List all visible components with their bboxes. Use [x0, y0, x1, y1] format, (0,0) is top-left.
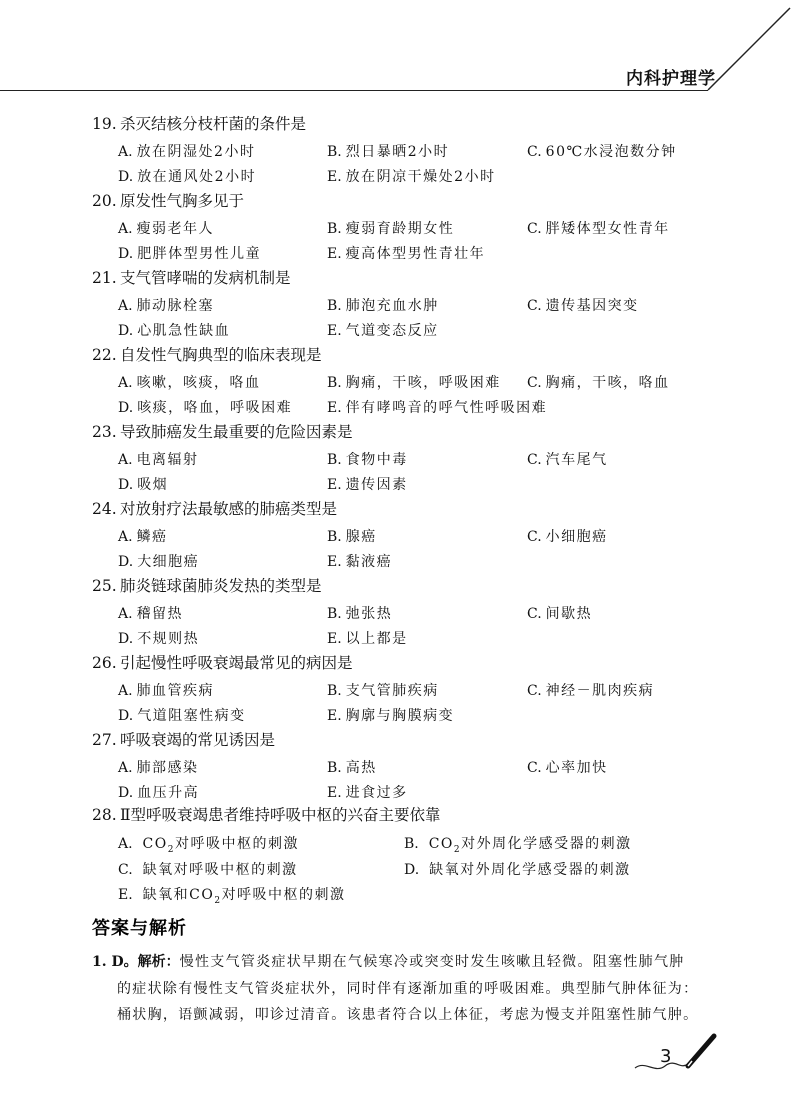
option-letter: B.: [327, 298, 342, 314]
subscript: 2: [167, 844, 175, 855]
option-letter: A.: [118, 683, 133, 699]
option-d: [118, 705, 246, 725]
option-text: 汽车尾气: [545, 452, 608, 468]
answer-lead: 1. D。解析：: [92, 954, 180, 970]
option-letter: A.: [118, 144, 133, 160]
option-text: 肥胖体型男性儿童: [137, 246, 262, 262]
option-text: 电离辐射: [136, 452, 199, 468]
option-text: 气道变态反应: [345, 323, 439, 339]
option-text: 不规则热: [137, 631, 200, 647]
option-text: 60℃水浸泡数分钟: [545, 144, 677, 160]
option-c: [527, 218, 670, 238]
option-letter: C.: [527, 606, 542, 622]
option-letter: A.: [118, 452, 133, 468]
option-letter: B.: [327, 375, 342, 391]
question-stem: 支气管哮喘的发病机制是: [120, 269, 291, 287]
option-letter: B.: [327, 452, 342, 468]
question-stem: 肺炎链球菌肺炎发热的类型是: [120, 577, 322, 595]
option-c: [527, 295, 639, 315]
option-letter: E.: [327, 323, 342, 339]
question-27: [92, 728, 275, 750]
answer-line-1: [92, 951, 685, 971]
option-letter: D.: [118, 169, 134, 185]
option-d: [118, 166, 256, 186]
option-text: 缺氧对呼吸中枢的刺激: [142, 862, 298, 878]
option-c: [118, 859, 298, 879]
option-text: 支气管肺疾病: [345, 683, 439, 699]
option-text: 胸痛，干咳，咯血: [545, 375, 670, 391]
question-26: [92, 651, 353, 673]
option-letter: B.: [327, 606, 342, 622]
answer-line-3: 桶状胸，语颤减弱，叩诊过清音。该患者符合以上体征，考虑为慢支并阻塞性肺气肿。: [117, 1007, 699, 1023]
option-letter: A.: [118, 298, 133, 314]
option-text: 大细胞癌: [137, 554, 200, 570]
option-text: 以上都是: [345, 631, 408, 647]
option-d: [118, 243, 261, 263]
question-22: [92, 343, 322, 365]
option-text: 肺动脉栓塞: [136, 298, 215, 314]
option-text-post: 对外周化学感受器的刺激: [461, 836, 632, 852]
option-a: [118, 449, 199, 469]
option-a: [118, 372, 261, 392]
question-stem: 杀灭结核分枝杆菌的条件是: [120, 115, 307, 133]
option-letter: D.: [118, 400, 134, 416]
question-stem: 引起慢性呼吸衰竭最常见的病因是: [120, 654, 353, 672]
header-rule: [0, 90, 708, 91]
option-text: 神经－肌肉疾病: [545, 683, 655, 699]
option-letter: B.: [327, 683, 342, 699]
pen-icon: [630, 1030, 720, 1080]
option-letter: E.: [327, 785, 342, 801]
option-text: 黏液癌: [345, 554, 393, 570]
option-b: [327, 680, 439, 700]
option-letter: C.: [527, 529, 542, 545]
option-text-pre: 缺氧和CO: [142, 887, 215, 903]
question-stem: 导致肺癌发生最重要的危险因素是: [120, 423, 353, 441]
option-text: 咳嗽，咳痰，咯血: [136, 375, 261, 391]
option-text: 放在通风处2小时: [137, 169, 257, 185]
option-letter: B.: [404, 836, 419, 852]
option-letter: E.: [327, 477, 342, 493]
option-text: 肺泡充血水肿: [345, 298, 439, 314]
question-24: [92, 497, 337, 519]
option-text-pre: CO: [428, 836, 454, 852]
option-text-pre: CO: [142, 836, 168, 852]
question-stem: Ⅱ型呼吸衰竭患者维持呼吸中枢的兴奋主要依靠: [120, 806, 441, 824]
option-letter: E.: [118, 887, 133, 903]
question-19: [92, 112, 306, 134]
question-25: [92, 574, 322, 596]
option-letter: A.: [118, 529, 133, 545]
option-letter: A.: [118, 606, 133, 622]
option-e: [327, 782, 408, 802]
option-letter: D.: [404, 862, 420, 878]
option-letter: B.: [327, 144, 342, 160]
question-number: 22.: [92, 346, 117, 364]
option-text: 心肌急性缺血: [137, 323, 231, 339]
answers-heading: 答案与解析: [92, 918, 187, 939]
question-23: [92, 420, 353, 442]
option-letter: E.: [327, 169, 342, 185]
option-letter: B.: [327, 760, 342, 776]
option-b: [327, 449, 408, 469]
option-text: 瘦弱老年人: [136, 221, 215, 237]
option-b: [404, 833, 632, 855]
option-text: 肺部感染: [136, 760, 199, 776]
option-e: [327, 705, 454, 725]
option-text: 食物中毒: [345, 452, 408, 468]
option-letter: D.: [118, 785, 134, 801]
option-text: 遗传因素: [345, 477, 408, 493]
option-d: [118, 320, 230, 340]
page-number: 3: [660, 1046, 672, 1067]
option-letter: A.: [118, 836, 133, 852]
option-text-post: 对呼吸中枢的刺激: [221, 887, 346, 903]
subscript: 2: [214, 895, 222, 906]
question-21: [92, 266, 291, 288]
option-letter: D.: [118, 631, 134, 647]
option-e: [327, 551, 392, 571]
option-letter: C.: [118, 862, 133, 878]
question-20: [92, 189, 244, 211]
option-a: [118, 833, 299, 855]
option-d: [118, 397, 292, 417]
option-letter: D.: [118, 708, 134, 724]
option-b: [327, 295, 439, 315]
option-a: [118, 141, 255, 161]
option-c: [527, 449, 608, 469]
question-stem: 呼吸衰竭的常见诱因是: [120, 731, 276, 749]
subscript: 2: [453, 844, 462, 855]
option-text: 小细胞癌: [545, 529, 608, 545]
option-text: 咳痰，咯血，呼吸困难: [137, 400, 293, 416]
option-text: 腺癌: [345, 529, 377, 545]
option-letter: A.: [118, 221, 133, 237]
option-text: 遗传基因突变: [545, 298, 639, 314]
option-letter: D.: [118, 554, 134, 570]
option-text: 瘦高体型男性青壮年: [345, 246, 486, 262]
question-number: 20.: [92, 192, 117, 210]
option-c: [527, 757, 608, 777]
option-text: 瘦弱育龄期女性: [345, 221, 455, 237]
option-e: [327, 628, 408, 648]
option-text: 肺血管疾病: [136, 683, 215, 699]
option-c: [527, 603, 592, 623]
option-letter: C.: [527, 452, 542, 468]
option-letter: B.: [327, 221, 342, 237]
option-text: 鳞癌: [136, 529, 168, 545]
option-a: [118, 526, 168, 546]
option-text: 心率加快: [545, 760, 608, 776]
option-d: [118, 782, 199, 802]
option-c: [527, 141, 677, 161]
option-letter: A.: [118, 760, 133, 776]
option-a: [118, 680, 214, 700]
question-number: 21.: [92, 269, 117, 287]
option-letter: D.: [118, 246, 134, 262]
option-text: 吸烟: [137, 477, 169, 493]
option-text: 间歇热: [545, 606, 593, 622]
option-d: [118, 628, 199, 648]
option-text: 伴有哮鸣音的呼气性呼吸困难: [345, 400, 548, 416]
question-number: 23.: [92, 423, 117, 441]
header-title: 内科护理学: [626, 69, 716, 89]
question-number: 28.: [92, 806, 117, 824]
question-stem: 原发性气胸多见于: [120, 192, 245, 210]
option-a: [118, 757, 199, 777]
question-number: 24.: [92, 500, 117, 518]
option-text: 气道阻塞性病变: [137, 708, 246, 724]
option-b: [327, 372, 501, 392]
option-e: [327, 474, 408, 494]
option-letter: D.: [118, 477, 134, 493]
option-text: 血压升高: [137, 785, 200, 801]
option-b: [327, 141, 449, 161]
option-letter: E.: [327, 400, 342, 416]
option-letter: C.: [527, 298, 542, 314]
option-c: [527, 526, 608, 546]
option-text: 放在阴湿处2小时: [136, 144, 256, 160]
option-text: 缺氧对外周化学感受器的刺激: [429, 862, 631, 878]
option-text: 弛张热: [345, 606, 393, 622]
option-b: [327, 757, 377, 777]
option-text: 胸廓与胸膜病变: [345, 708, 455, 724]
option-text: 胖矮体型女性青年: [545, 221, 670, 237]
option-letter: C.: [527, 221, 542, 237]
option-b: [327, 218, 454, 238]
question-number: 27.: [92, 731, 117, 749]
option-e: [118, 884, 346, 906]
option-a: [118, 218, 214, 238]
option-e: [327, 397, 547, 417]
option-b: [327, 603, 392, 623]
option-text: 放在阴凉干燥处2小时: [345, 169, 496, 185]
option-a: [118, 295, 214, 315]
option-letter: C.: [527, 375, 542, 391]
question-number: 19.: [92, 115, 117, 133]
answer-line-2: 的症状除有慢性支气管炎症状外，同时伴有逐渐加重的呼吸困难。典型肺气肿体征为：: [117, 981, 699, 997]
option-text: 烈日暴晒2小时: [345, 144, 450, 160]
option-letter: C.: [527, 144, 542, 160]
question-28: [92, 803, 441, 825]
option-c: [527, 680, 654, 700]
option-e: [327, 320, 439, 340]
question-number: 26.: [92, 654, 117, 672]
question-stem: 自发性气胸典型的临床表现是: [120, 346, 322, 364]
option-text: 高热: [345, 760, 377, 776]
option-text-post: 对呼吸中枢的刺激: [174, 836, 299, 852]
option-letter: D.: [118, 323, 134, 339]
answer-text: 慢性支气管炎症状早期在气候寒冷或突变时发生咳嗽且轻微。阻塞性肺气肿: [179, 954, 685, 970]
option-letter: E.: [327, 554, 342, 570]
option-text: 进食过多: [345, 785, 408, 801]
option-d: [118, 474, 168, 494]
option-e: [327, 243, 485, 263]
option-c: [527, 372, 670, 392]
question-stem: 对放射疗法最敏感的肺癌类型是: [120, 500, 338, 518]
option-d: [404, 859, 631, 879]
option-text: 稽留热: [136, 606, 184, 622]
option-text: 胸痛，干咳，呼吸困难: [345, 375, 501, 391]
option-letter: E.: [327, 631, 342, 647]
option-letter: B.: [327, 529, 342, 545]
option-letter: A.: [118, 375, 133, 391]
option-e: [327, 166, 496, 186]
option-a: [118, 603, 183, 623]
option-letter: E.: [327, 246, 342, 262]
option-d: [118, 551, 199, 571]
option-letter: E.: [327, 708, 342, 724]
option-letter: C.: [527, 760, 542, 776]
option-letter: C.: [527, 683, 542, 699]
option-b: [327, 526, 377, 546]
question-number: 25.: [92, 577, 117, 595]
